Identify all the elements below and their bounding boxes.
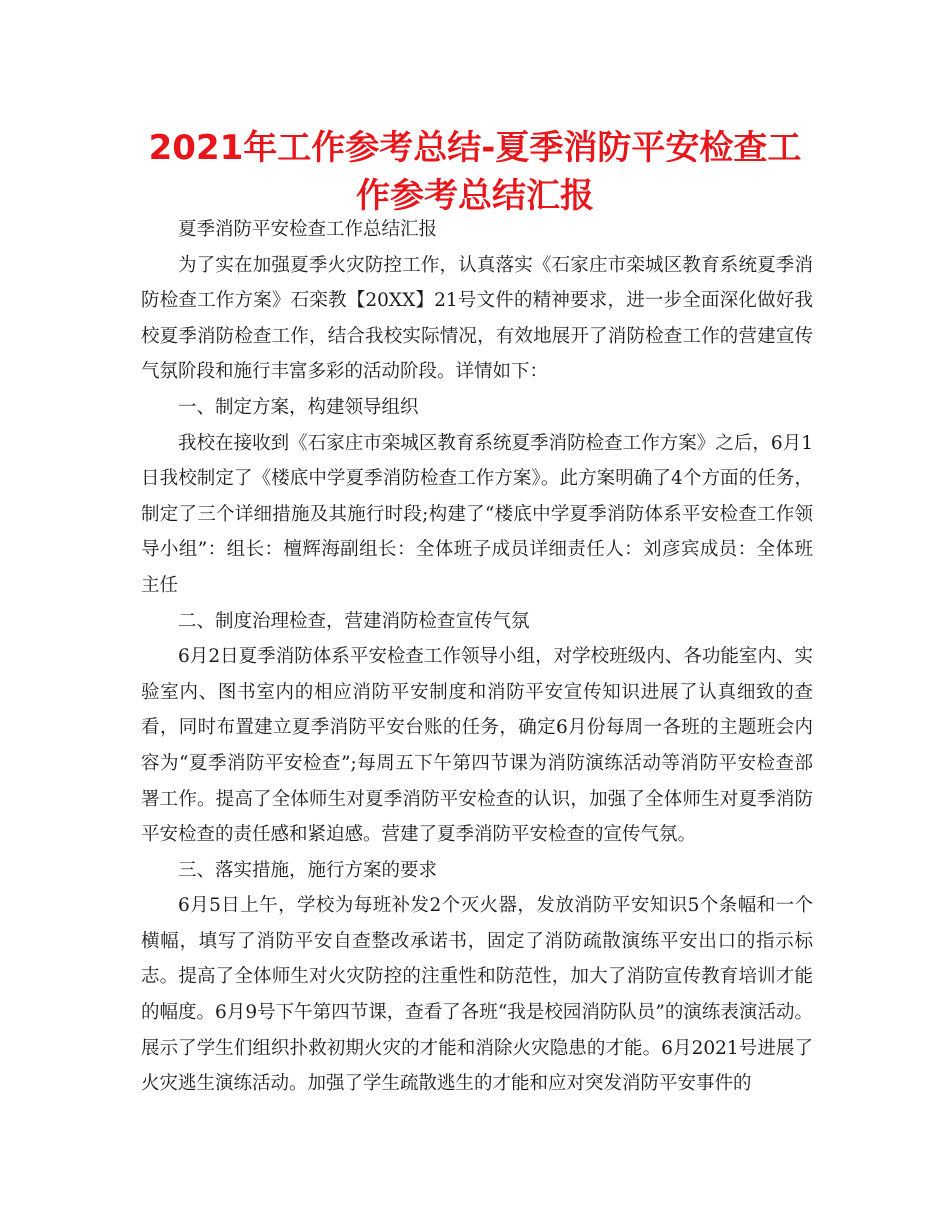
section-paragraph-1: 我校在接收到《石家庄市栾城区教育系统夏季消防检查工作方案》之后，6月1日我校制定了《楼底中学夏季消防检查工作方案》。此方案明确了4个方面的任务，制定了三个详细措施及其施行时段;构建了“楼底中学夏季消防体系平安检查工作领导小组”：组长：檀辉海副组长：全体班子成员详细责任人：刘彦宾成员：全体班主任 <box>141 432 813 596</box>
document-body <box>141 212 813 1102</box>
intro-paragraph: 为了实在加强夏季火灾防控工作，认真落实《石家庄市栾城区教育系统夏季消防检查工作方案》石栾教【20XX】21号文件的精神要求，进一步全面深化做好我校夏季消防检查工作，结合我校实际情况，有效地展开了消防检查工作的营建宣传气氛阶段和施行丰富多彩的活动阶段。详情如下： <box>141 254 813 383</box>
section-paragraph-2: 6月2日夏季消防体系平安检查工作领导小组，对学校班级内、各功能室内、实验室内、图书室内的相应消防平安制度和消防平安宣传知识进展了认真细致的查看，同时布置建立夏季消防平安台账的任务，确定6月份每周一各班的主题班会内容为“夏季消防平安检查”;每周五下午第四节课为消防演练活动等消防平安检查部署工作。提高了全体师生对夏季消防平安检查的认识，加强了全体师生对夏季消防平安检查的责任感和紧迫感。营建了夏季消防平安检查的宣传气氛。 <box>141 646 813 846</box>
section-heading-3: 三、落实措施，施行方案的要求 <box>178 859 438 881</box>
document-title: 2021年工作参考总结-夏季消防平安检查工作参考总结汇报 <box>148 128 802 216</box>
subtitle-paragraph: 夏季消防平安检查工作总结汇报 <box>178 219 438 240</box>
section-paragraph-3: 6月5日上午，学校为每班补发2个灭火器，发放消防平安知识5个条幅和一个横幅，填写了消防平安自查整改承诺书，固定了消防疏散演练平安出口的指示标志。提高了全体师生对火灾防控的注重性和防范性，加大了消防宣传教育培训才能的幅度。6月9号下午第四节课，查看了各班“我是校园消防队员”的演练表演活动。展示了学生们组织扑救初期火灾的才能和消除火灾隐患的才能。6月2021号进展了火灾逃生演练活动。加强了学生疏散逃生的才能和应对突发消防平安事件的 <box>141 895 813 1095</box>
section-heading-2: 二、制度治理检查，营建消防检查宣传气氛 <box>178 610 530 632</box>
section-heading-1: 一、制定方案，构建领导组织 <box>178 396 419 418</box>
